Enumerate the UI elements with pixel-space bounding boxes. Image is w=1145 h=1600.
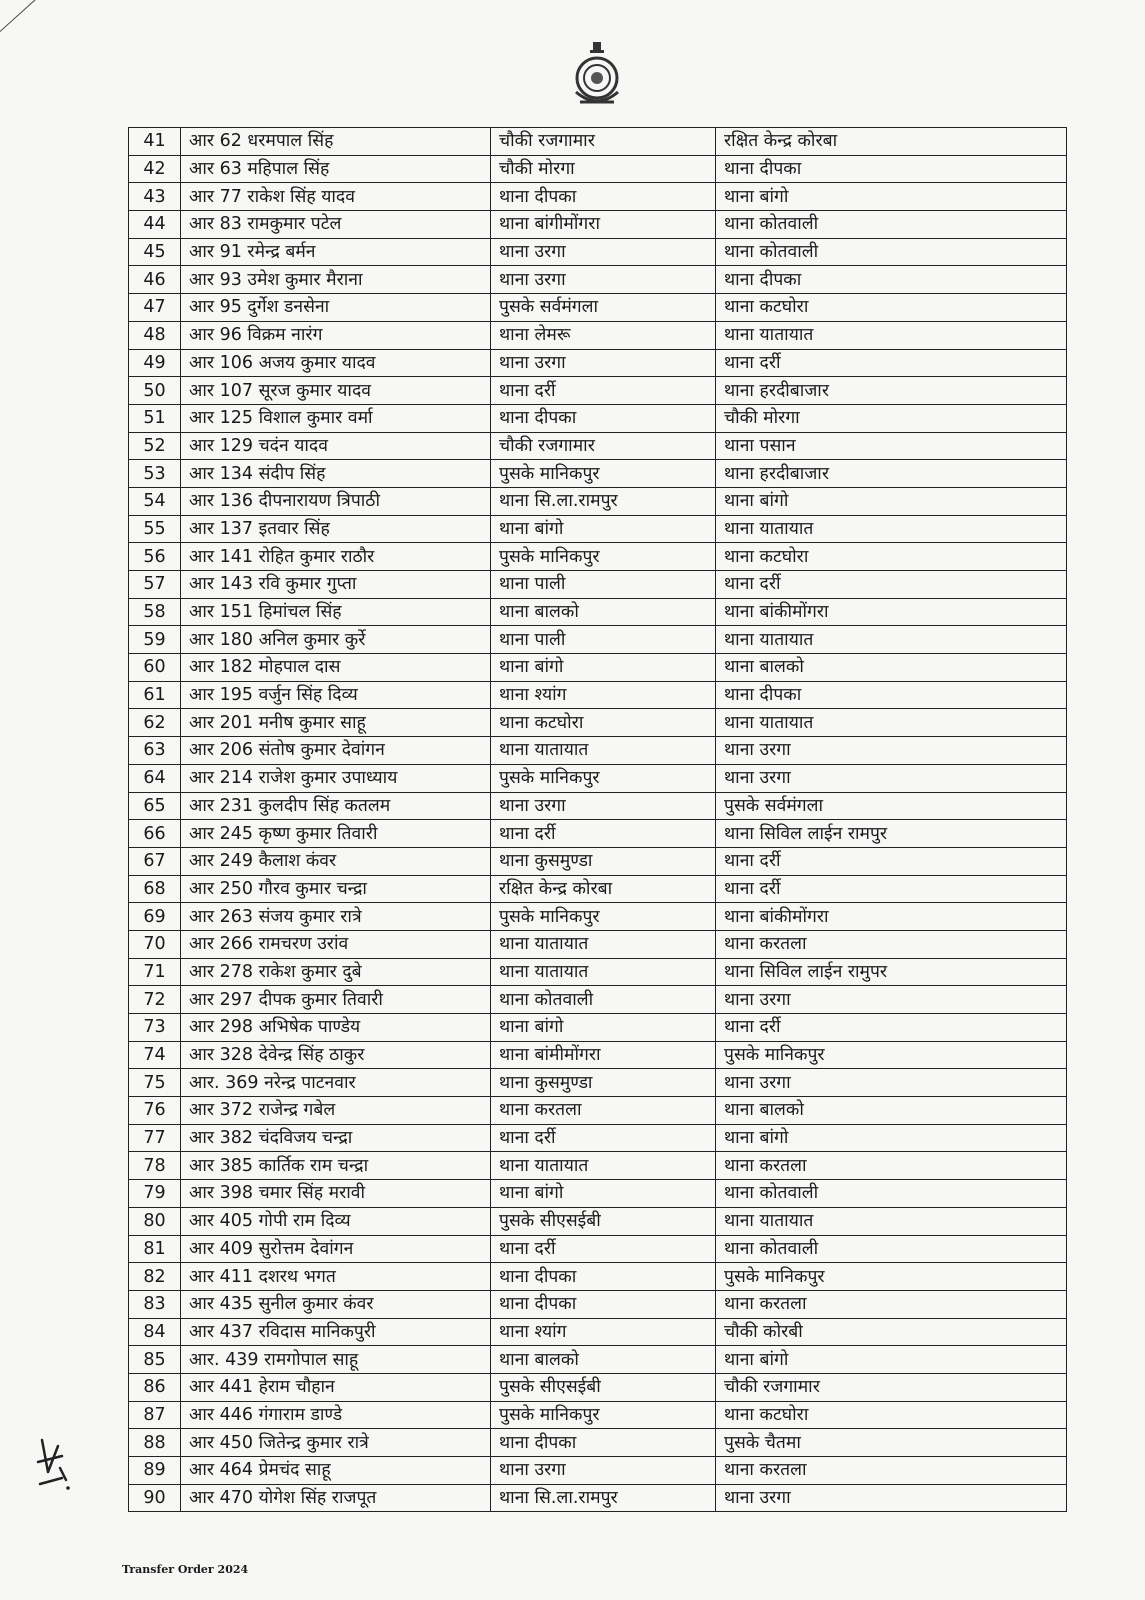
police-emblem-icon [570, 40, 624, 110]
current-posting: पुसके सर्वमंगला [491, 294, 716, 322]
table-row [129, 1346, 1067, 1374]
table-row [129, 737, 1067, 765]
employee-name: आर 441 हेराम चौहान [181, 1373, 491, 1401]
transfer-posting: थाना बांगो [716, 1346, 1067, 1374]
serial-number: 46 [129, 266, 181, 294]
employee-name: आर 136 दीपनारायण त्रिपाठी [181, 487, 491, 515]
current-posting: थाना यातायात [491, 1152, 716, 1180]
serial-number: 90 [129, 1484, 181, 1512]
employee-name: आर 298 अभिषेक पाण्डेय [181, 1014, 491, 1042]
employee-name: आर 446 गंगाराम डाण्डे [181, 1401, 491, 1429]
transfer-posting: थाना सिविल लाईन रामपुर [716, 820, 1067, 848]
current-posting: थाना दर्री [491, 1235, 716, 1263]
current-posting: थाना दर्री [491, 377, 716, 405]
table-row [129, 598, 1067, 626]
serial-number: 73 [129, 1014, 181, 1042]
serial-number: 85 [129, 1346, 181, 1374]
current-posting: थाना पाली [491, 626, 716, 654]
serial-number: 57 [129, 571, 181, 599]
current-posting: पुसके सीएसईबी [491, 1373, 716, 1401]
table-row [129, 930, 1067, 958]
employee-name: आर 249 कैलाश कंवर [181, 847, 491, 875]
transfer-posting: थाना उरगा [716, 737, 1067, 765]
current-posting: थाना बालको [491, 598, 716, 626]
current-posting: चौकी रजगामार [491, 128, 716, 156]
serial-number: 71 [129, 958, 181, 986]
employee-name: आर 201 मनीष कुमार साहू [181, 709, 491, 737]
employee-name: आर 214 राजेश कुमार उपाध्याय [181, 764, 491, 792]
table-row [129, 487, 1067, 515]
table-row [129, 903, 1067, 931]
table-row [129, 1207, 1067, 1235]
employee-name: आर. 439 रामगोपाल साहू [181, 1346, 491, 1374]
employee-name: आर 63 महिपाल सिंह [181, 155, 491, 183]
transfer-posting: थाना कटघोरा [716, 294, 1067, 322]
transfer-posting: थाना कोतवाली [716, 211, 1067, 239]
serial-number: 87 [129, 1401, 181, 1429]
current-posting: थाना बांगीमोंगरा [491, 211, 716, 239]
current-posting: थाना दीपका [491, 1429, 716, 1457]
transfer-posting: थाना उरगा [716, 1069, 1067, 1097]
table-row [129, 321, 1067, 349]
table-row [129, 543, 1067, 571]
transfer-posting: थाना उरगा [716, 986, 1067, 1014]
current-posting: पुसके मानिकपुर [491, 903, 716, 931]
table-row [129, 1069, 1067, 1097]
employee-name: आर 137 इतवार सिंह [181, 515, 491, 543]
table-row [129, 238, 1067, 266]
employee-name: आर 182 मोहपाल दास [181, 654, 491, 682]
transfer-posting: थाना बांकीमोंगरा [716, 598, 1067, 626]
transfer-posting: थाना पसान [716, 432, 1067, 460]
current-posting: थाना दर्री [491, 1124, 716, 1152]
table-row [129, 626, 1067, 654]
current-posting: थाना कटघोरा [491, 709, 716, 737]
table-row [129, 1457, 1067, 1485]
serial-number: 89 [129, 1457, 181, 1485]
footer-label: Transfer Order 2024 [122, 1563, 249, 1576]
employee-name: आर 278 राकेश कुमार दुबे [181, 958, 491, 986]
current-posting: थाना बांगो [491, 654, 716, 682]
employee-name: आर 405 गोपी राम दिव्य [181, 1207, 491, 1235]
table-row [129, 1235, 1067, 1263]
table-row [129, 875, 1067, 903]
table-row [129, 211, 1067, 239]
current-posting: थाना पाली [491, 571, 716, 599]
serial-number: 75 [129, 1069, 181, 1097]
serial-number: 54 [129, 487, 181, 515]
employee-name: आर 297 दीपक कुमार तिवारी [181, 986, 491, 1014]
current-posting: थाना बांगो [491, 1014, 716, 1042]
transfer-posting: पुसके चैतमा [716, 1429, 1067, 1457]
current-posting: थाना उरगा [491, 792, 716, 820]
current-posting: थाना श्यांग [491, 681, 716, 709]
transfer-posting: थाना कोतवाली [716, 238, 1067, 266]
transfer-posting: थाना उरगा [716, 764, 1067, 792]
employee-name: आर 263 संजय कुमार रात्रे [181, 903, 491, 931]
transfer-posting: थाना सिविल लाईन रामुपर [716, 958, 1067, 986]
employee-name: आर 91 रमेन्द्र बर्मन [181, 238, 491, 266]
transfer-posting: थाना हरदीबाजार [716, 460, 1067, 488]
employee-name: आर 231 कुलदीप सिंह कतलम [181, 792, 491, 820]
current-posting: थाना दीपका [491, 1290, 716, 1318]
table-row [129, 515, 1067, 543]
serial-number: 78 [129, 1152, 181, 1180]
current-posting: पुसके मानिकपुर [491, 764, 716, 792]
transfer-posting: पुसके मानिकपुर [716, 1041, 1067, 1069]
serial-number: 45 [129, 238, 181, 266]
transfer-posting: थाना कोतवाली [716, 1235, 1067, 1263]
table-row [129, 792, 1067, 820]
transfer-posting: थाना दीपका [716, 155, 1067, 183]
serial-number: 80 [129, 1207, 181, 1235]
employee-name: आर 143 रवि कुमार गुप्ता [181, 571, 491, 599]
employee-name: आर 450 जितेन्द्र कुमार रात्रे [181, 1429, 491, 1457]
current-posting: थाना बांगो [491, 1180, 716, 1208]
table-row [129, 294, 1067, 322]
transfer-table [128, 127, 1067, 1512]
serial-number: 77 [129, 1124, 181, 1152]
employee-name: आर 328 देवेन्द्र सिंह ठाकुर [181, 1041, 491, 1069]
table-row [129, 1484, 1067, 1512]
table-row [129, 1290, 1067, 1318]
transfer-posting: थाना कटघोरा [716, 543, 1067, 571]
employee-name: आर 385 कार्तिक राम चन्द्रा [181, 1152, 491, 1180]
current-posting: थाना यातायात [491, 958, 716, 986]
table-row [129, 681, 1067, 709]
employee-name: आर 464 प्रेमचंद साहू [181, 1457, 491, 1485]
serial-number: 86 [129, 1373, 181, 1401]
transfer-posting: थाना बालको [716, 654, 1067, 682]
transfer-posting: थाना उरगा [716, 1484, 1067, 1512]
table-row [129, 266, 1067, 294]
transfer-posting: थाना यातायात [716, 626, 1067, 654]
current-posting: चौकी रजगामार [491, 432, 716, 460]
transfer-posting: थाना दर्री [716, 571, 1067, 599]
transfer-posting: रक्षित केन्द्र कोरबा [716, 128, 1067, 156]
serial-number: 79 [129, 1180, 181, 1208]
table-row [129, 349, 1067, 377]
current-posting: थाना बालको [491, 1346, 716, 1374]
employee-name: आर 129 चदंन यादव [181, 432, 491, 460]
employee-name: आर 106 अजय कुमार यादव [181, 349, 491, 377]
serial-number: 43 [129, 183, 181, 211]
transfer-posting: थाना करतला [716, 1152, 1067, 1180]
employee-name: आर 435 सुनील कुमार कंवर [181, 1290, 491, 1318]
employee-name: आर 134 संदीप सिंह [181, 460, 491, 488]
employee-name: आर 437 रविदास मानिकपुरी [181, 1318, 491, 1346]
employee-name: आर 266 रामचरण उरांव [181, 930, 491, 958]
table-row [129, 1180, 1067, 1208]
table-row [129, 1373, 1067, 1401]
transfer-posting: थाना करतला [716, 930, 1067, 958]
employee-name: आर 125 विशाल कुमार वर्मा [181, 404, 491, 432]
table-row [129, 1124, 1067, 1152]
current-posting: थाना यातायात [491, 737, 716, 765]
current-posting: थाना कोतवाली [491, 986, 716, 1014]
employee-name: आर 93 उमेश कुमार मैराना [181, 266, 491, 294]
table-row [129, 1041, 1067, 1069]
employee-name: आर 83 रामकुमार पटेल [181, 211, 491, 239]
table-row [129, 654, 1067, 682]
table-row [129, 1429, 1067, 1457]
serial-number: 50 [129, 377, 181, 405]
serial-number: 76 [129, 1097, 181, 1125]
serial-number: 47 [129, 294, 181, 322]
employee-name: आर 96 विक्रम नारंग [181, 321, 491, 349]
employee-name: आर 409 सुरोत्तम देवांगन [181, 1235, 491, 1263]
employee-name: आर 151 हिमांचल सिंह [181, 598, 491, 626]
employee-name: आर 77 राकेश सिंह यादव [181, 183, 491, 211]
table-row [129, 820, 1067, 848]
table-row [129, 128, 1067, 156]
serial-number: 52 [129, 432, 181, 460]
current-posting: थाना करतला [491, 1097, 716, 1125]
transfer-posting: थाना बांकीमोंगरा [716, 903, 1067, 931]
table-row [129, 571, 1067, 599]
transfer-posting: पुसके मानिकपुर [716, 1263, 1067, 1291]
employee-name: आर 250 गौरव कुमार चन्द्रा [181, 875, 491, 903]
serial-number: 66 [129, 820, 181, 848]
current-posting: थाना उरगा [491, 238, 716, 266]
current-posting: थाना बांगो [491, 515, 716, 543]
serial-number: 81 [129, 1235, 181, 1263]
employee-name: आर 180 अनिल कुमार कुर्रे [181, 626, 491, 654]
current-posting: पुसके मानिकपुर [491, 460, 716, 488]
serial-number: 69 [129, 903, 181, 931]
serial-number: 82 [129, 1263, 181, 1291]
current-posting: थाना कुसमुण्डा [491, 1069, 716, 1097]
transfer-posting: थाना बांगो [716, 1124, 1067, 1152]
current-posting: पुसके मानिकपुर [491, 543, 716, 571]
serial-number: 44 [129, 211, 181, 239]
transfer-posting: थाना दीपका [716, 681, 1067, 709]
transfer-posting: थाना दर्री [716, 847, 1067, 875]
current-posting: थाना बांमीमोंगरा [491, 1041, 716, 1069]
table-row [129, 847, 1067, 875]
current-posting: पुसके मानिकपुर [491, 1401, 716, 1429]
employee-name: आर 411 दशरथ भगत [181, 1263, 491, 1291]
current-posting: थाना उरगा [491, 1457, 716, 1485]
transfer-posting: थाना यातायात [716, 515, 1067, 543]
current-posting: चौकी मोरगा [491, 155, 716, 183]
table-row [129, 958, 1067, 986]
employee-name: आर 470 योगेश सिंह राजपूत [181, 1484, 491, 1512]
current-posting: थाना दीपका [491, 183, 716, 211]
serial-number: 65 [129, 792, 181, 820]
current-posting: थाना उरगा [491, 266, 716, 294]
employee-name: आर 372 राजेन्द्र गबेल [181, 1097, 491, 1125]
current-posting: थाना लेमरू [491, 321, 716, 349]
corner-fold-mark [0, 0, 72, 41]
current-posting: थाना उरगा [491, 349, 716, 377]
transfer-posting: थाना यातायात [716, 709, 1067, 737]
serial-number: 88 [129, 1429, 181, 1457]
transfer-posting: थाना बालको [716, 1097, 1067, 1125]
current-posting: थाना दीपका [491, 404, 716, 432]
transfer-posting: थाना दर्री [716, 875, 1067, 903]
transfer-posting: थाना कोतवाली [716, 1180, 1067, 1208]
table-row [129, 1097, 1067, 1125]
serial-number: 56 [129, 543, 181, 571]
table-row [129, 1318, 1067, 1346]
transfer-posting: थाना दर्री [716, 1014, 1067, 1042]
table-row [129, 709, 1067, 737]
current-posting: थाना दर्री [491, 820, 716, 848]
serial-number: 60 [129, 654, 181, 682]
signature-mark [32, 1432, 76, 1492]
serial-number: 53 [129, 460, 181, 488]
serial-number: 61 [129, 681, 181, 709]
transfer-posting: थाना करतला [716, 1457, 1067, 1485]
serial-number: 58 [129, 598, 181, 626]
table-row [129, 1014, 1067, 1042]
transfer-posting: चौकी रजगामार [716, 1373, 1067, 1401]
serial-number: 49 [129, 349, 181, 377]
employee-name: आर 382 चंदविजय चन्द्रा [181, 1124, 491, 1152]
serial-number: 74 [129, 1041, 181, 1069]
table-row [129, 1401, 1067, 1429]
serial-number: 83 [129, 1290, 181, 1318]
table-row [129, 155, 1067, 183]
transfer-posting: थाना कटघोरा [716, 1401, 1067, 1429]
table-row [129, 1263, 1067, 1291]
transfer-posting: थाना हरदीबाजार [716, 377, 1067, 405]
table-row [129, 986, 1067, 1014]
transfer-posting: चौकी कोरबी [716, 1318, 1067, 1346]
transfer-posting: चौकी मोरगा [716, 404, 1067, 432]
table-row [129, 460, 1067, 488]
serial-number: 84 [129, 1318, 181, 1346]
current-posting: थाना श्यांग [491, 1318, 716, 1346]
employee-name: आर 245 कृष्ण कुमार तिवारी [181, 820, 491, 848]
table-row [129, 764, 1067, 792]
serial-number: 62 [129, 709, 181, 737]
transfer-posting: थाना दर्री [716, 349, 1067, 377]
transfer-posting: पुसके सर्वमंगला [716, 792, 1067, 820]
serial-number: 63 [129, 737, 181, 765]
current-posting: थाना सि.ला.रामपुर [491, 487, 716, 515]
transfer-posting: थाना बांगो [716, 487, 1067, 515]
employee-name: आर 141 रोहित कुमार राठौर [181, 543, 491, 571]
serial-number: 68 [129, 875, 181, 903]
serial-number: 59 [129, 626, 181, 654]
employee-name: आर 107 सूरज कुमार यादव [181, 377, 491, 405]
transfer-posting: थाना दीपका [716, 266, 1067, 294]
transfer-posting: थाना यातायात [716, 321, 1067, 349]
current-posting: थाना दीपका [491, 1263, 716, 1291]
transfer-posting: थाना बांगो [716, 183, 1067, 211]
employee-name: आर 206 संतोष कुमार देवांगन [181, 737, 491, 765]
serial-number: 41 [129, 128, 181, 156]
current-posting: थाना सि.ला.रामपुर [491, 1484, 716, 1512]
serial-number: 72 [129, 986, 181, 1014]
employee-name: आर 95 दुर्गेश डनसेना [181, 294, 491, 322]
transfer-posting: थाना करतला [716, 1290, 1067, 1318]
employee-name: आर 195 वर्जुन सिंह दिव्य [181, 681, 491, 709]
serial-number: 42 [129, 155, 181, 183]
current-posting: रक्षित केन्द्र कोरबा [491, 875, 716, 903]
current-posting: पुसके सीएसईबी [491, 1207, 716, 1235]
table-row [129, 404, 1067, 432]
transfer-table-body [129, 128, 1067, 1512]
table-row [129, 1152, 1067, 1180]
table-row [129, 432, 1067, 460]
transfer-posting: थाना यातायात [716, 1207, 1067, 1235]
current-posting: थाना यातायात [491, 930, 716, 958]
serial-number: 48 [129, 321, 181, 349]
table-row [129, 377, 1067, 405]
serial-number: 64 [129, 764, 181, 792]
current-posting: थाना कुसमुण्डा [491, 847, 716, 875]
serial-number: 70 [129, 930, 181, 958]
employee-name: आर. 369 नरेन्द्र पाटनवार [181, 1069, 491, 1097]
serial-number: 51 [129, 404, 181, 432]
serial-number: 67 [129, 847, 181, 875]
table-row [129, 183, 1067, 211]
serial-number: 55 [129, 515, 181, 543]
employee-name: आर 398 चमार सिंह मरावी [181, 1180, 491, 1208]
employee-name: आर 62 धरमपाल सिंह [181, 128, 491, 156]
